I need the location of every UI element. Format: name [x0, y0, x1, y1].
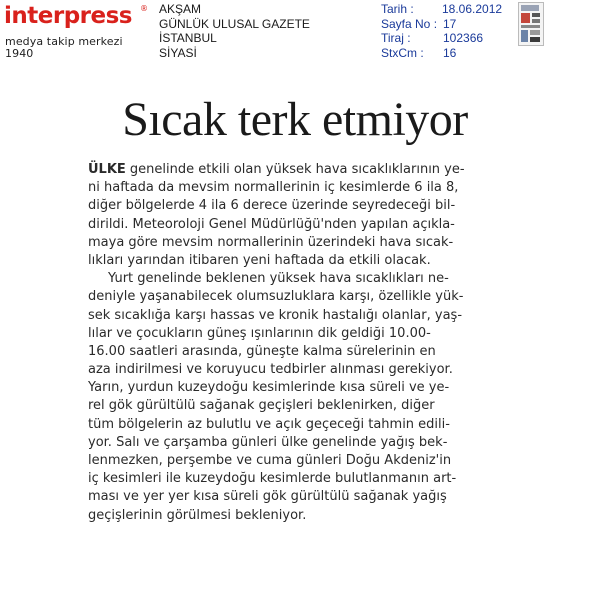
meta-label: Tarih : — [381, 2, 414, 16]
body-line: lılar ve çocukların güneş ışınlarının dik geldiği 10.00- — [88, 325, 431, 341]
logo-wordmark: interpress — [4, 3, 132, 29]
body-line: dirildi. Meteoroloji Genel Müdürlüğü'nden yapılan açıkla- — [88, 216, 455, 232]
interpress-logo — [4, 2, 150, 60]
body-line: tüm bölgelerin az bulutlu ve açık geçeceği tahmin edili- — [88, 416, 450, 432]
meta-value: 17 — [443, 16, 457, 31]
meta-value: 102366 — [443, 31, 484, 45]
body-line: ması ve yer yer kısa süreli gök gürültülü sağanak yağış — [88, 489, 447, 505]
body-line: yor. Salı ve çarşamba günleri ülke genelinde yağış bek- — [88, 434, 448, 450]
meta-value: 18.06.2012 — [442, 2, 503, 16]
article-headline: Sıcak terk etmiyor — [122, 93, 468, 146]
lead-word: ÜLKE — [88, 162, 126, 177]
body-line-text: genelinde etkili olan yüksek hava sıcaklıklarının ye- — [125, 162, 465, 177]
body-line: Yurt genelinde beklenen yüksek hava sıcaklıkları ne- — [108, 271, 449, 287]
body-line: Yarın, yurdun kuzeydoğu kesimlerinde kısa süreli ve ye- — [88, 380, 450, 396]
body-line: ni haftada da mevsim normallerinin iç kesimlerde 6 ila 8, — [88, 180, 459, 196]
logo-tagline: medya takip merkezi 1940 — [5, 35, 123, 60]
body-line: sek sıcaklığa karşı hassas ve kronik hastalığı olanlar, yaş- — [88, 307, 463, 323]
meta-label: Tiraj : — [381, 31, 411, 45]
body-line: lenmezken, perşembe ve cuma günleri Doğu Akdeniz'in — [88, 453, 452, 468]
body-line: diğer bölgelerde 4 ila 6 derece üzerinde seyredeceği bil- — [88, 198, 456, 214]
body-line: iç kesimleri ile kuzeydoğu kesimlerde bulutlanmanın art- — [88, 471, 457, 487]
body-line: aza indirilmesi ve koruyucu tedbirler alınması gerekiyor. — [88, 362, 453, 378]
body-line: 16.00 saatleri arasında, güneşte kalma sürelerinin en — [88, 343, 436, 359]
body-line: deniyle yaşanabilecek olumsuzluklara karşı, özellikle yük- — [88, 289, 464, 305]
meta-value: 16 — [443, 45, 457, 60]
body-line: maya göre mevsim normallerinin üzerindeki hava sıcak- — [88, 234, 454, 250]
publication-category: SİYASİ — [159, 45, 197, 60]
article-body — [88, 161, 502, 525]
meta-label: Sayfa No : — [381, 16, 438, 31]
body-line — [88, 161, 502, 179]
body-line: geçişlerinin görülmesi bekleniyor. — [88, 507, 307, 523]
registered-mark: ® — [140, 4, 148, 13]
body-line: rel gök gürültülü sağanak geçişleri beklenirken, diğer — [88, 398, 435, 414]
publication-info — [159, 2, 310, 60]
publication-type: GÜNLÜK ULUSAL GAZETE — [159, 16, 310, 31]
publication-name: AKŞAM — [159, 2, 202, 16]
body-line: lıkları yarından itibaren yeni haftada da etkili olacak. — [88, 252, 431, 268]
page-thumbnail — [518, 2, 544, 46]
publication-city: İSTANBUL — [159, 31, 217, 45]
meta-label: StxCm : — [381, 45, 424, 60]
